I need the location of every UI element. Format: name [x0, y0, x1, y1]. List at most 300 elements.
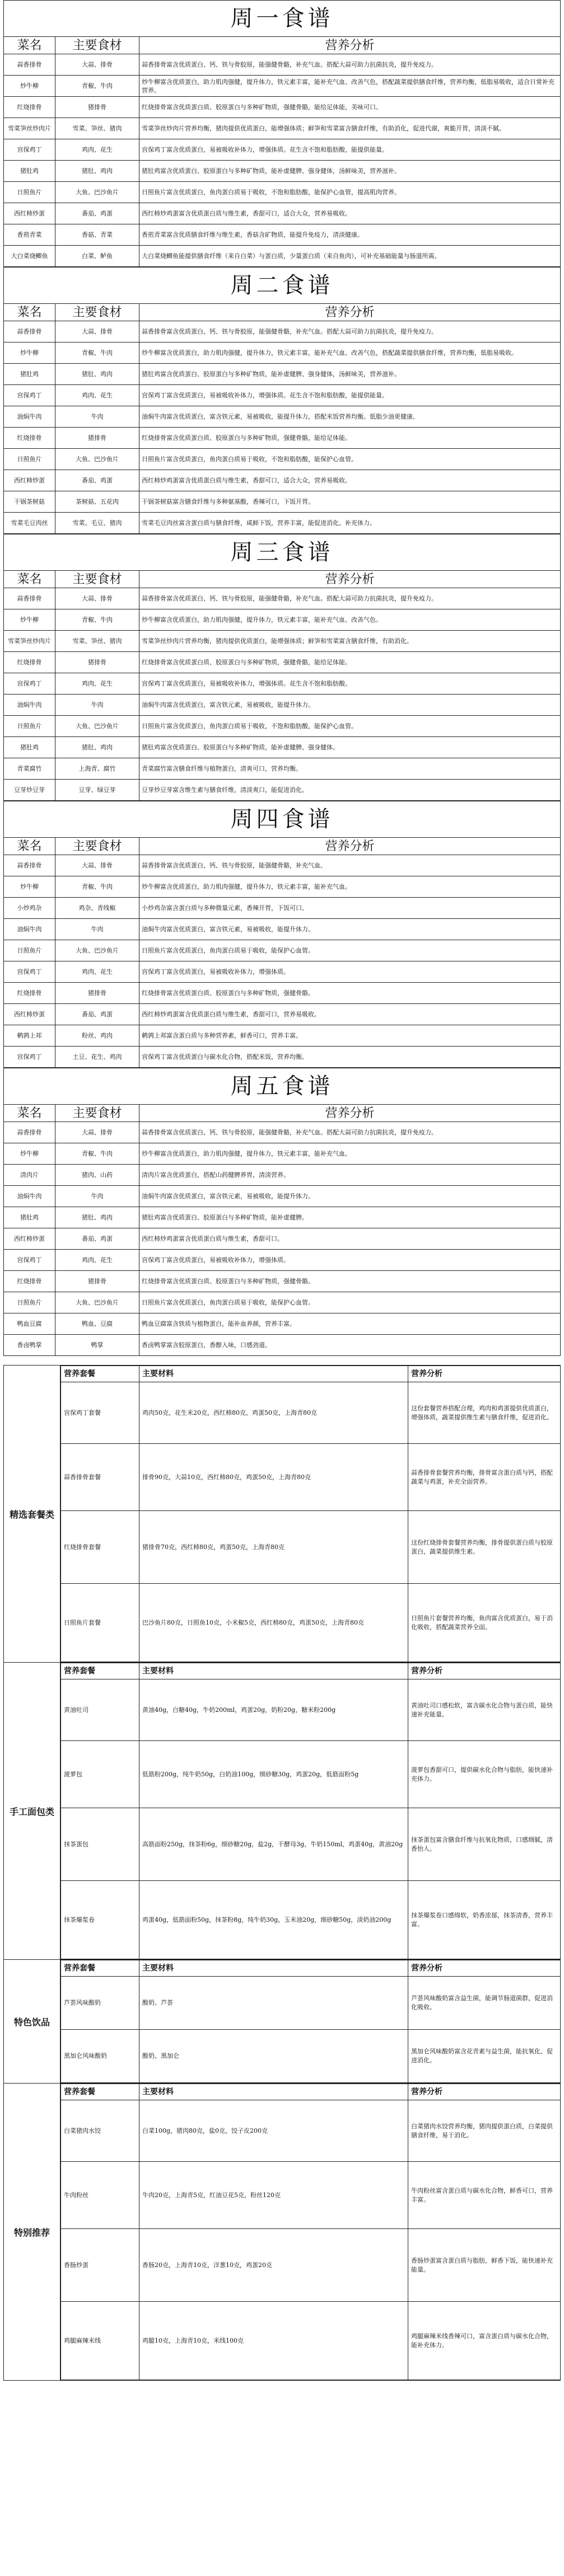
table-row — [4, 695, 561, 716]
dish-name: 小炒鸡杂 — [4, 898, 55, 919]
dish-ingredients: 雪菜、笋丝、猪肉 — [55, 631, 139, 652]
column-header: 营养分析 — [408, 2084, 561, 2100]
dish-ingredients: 鸡杂、青线椒 — [55, 898, 139, 919]
section-table — [60, 1366, 560, 1662]
dish-nutrition: 炒牛柳富含优质蛋白，助力肌肉强健，提升体力，铁元素丰富，能补充气血。 — [139, 876, 561, 898]
dish-name: 雪菜笋丝炒肉片 — [4, 118, 55, 139]
dish-nutrition: 青菜腐竹富含膳食纤维与植物蛋白，清爽可口，营养均衡。 — [139, 758, 561, 780]
item-materials: 酸奶、黑加仑 — [139, 2030, 408, 2083]
table-row — [4, 513, 561, 534]
dish-name: 青菜腐竹 — [4, 758, 55, 780]
table-row — [4, 428, 561, 449]
column-header: 菜名 — [4, 1105, 55, 1122]
dish-ingredients: 青椒、牛肉 — [55, 342, 139, 364]
week-title: 周三食谱 — [3, 534, 561, 570]
dish-name: 雪菜笋丝炒肉片 — [4, 631, 55, 652]
dish-name: 宫保鸡丁 — [4, 139, 55, 161]
table-row — [61, 1808, 561, 1881]
table-row — [4, 673, 561, 695]
table-row — [4, 1025, 561, 1047]
dish-nutrition: 宫保鸡丁富含优质蛋白与碳水化合物，搭配米饭，营养均衡。 — [139, 1047, 561, 1068]
dish-nutrition: 日照鱼片富含优质蛋白，鱼肉蛋白质易于吸收，能保护心血管。 — [139, 1292, 561, 1313]
dish-name: 蒜香排骨 — [4, 588, 55, 609]
dish-name: 红烧排骨 — [4, 983, 55, 1004]
dish-ingredients: 豆芽、绿豆芽 — [55, 780, 139, 801]
week-menu-table — [3, 837, 561, 1068]
dish-name: 红烧排骨 — [4, 428, 55, 449]
dish-ingredients: 大蒜、排骨 — [55, 855, 139, 876]
item-name: 香肠炒蛋 — [61, 2229, 139, 2302]
column-header: 主要食材 — [55, 838, 139, 855]
section-category: 精选套餐类 — [4, 1366, 60, 1662]
dish-name: 红烧排骨 — [4, 97, 55, 118]
column-header: 营养套餐 — [61, 1960, 139, 1977]
table-row — [4, 1047, 561, 1068]
item-materials: 鸡腿10克，上海青10克，米线100克 — [139, 2302, 408, 2380]
dish-ingredients: 鸭掌 — [55, 1335, 139, 1356]
item-nutrition: 这份套餐营养搭配合理，鸡肉和鸡蛋提供优质蛋白，增强体质，蔬菜提供维生素与膳食纤维，促进消化。 — [408, 1382, 561, 1444]
dish-ingredients: 上海青、腐竹 — [55, 758, 139, 780]
dish-nutrition: 宫保鸡丁富含优质蛋白，易被吸收补体力，增强体质。花生含不饱和脂肪酸，能提供能量。 — [139, 139, 561, 161]
item-name: 芦荟风味酸奶 — [61, 1977, 139, 2030]
dish-ingredients: 牛肉 — [55, 695, 139, 716]
dish-ingredients: 牛肉 — [55, 1186, 139, 1207]
table-row — [4, 1271, 561, 1292]
dish-nutrition: 红烧排骨富含优质蛋白质、胶原蛋白与多种矿物质，强健骨骼，能给足体能，美味可口。 — [139, 97, 561, 118]
column-header: 主要材料 — [139, 1663, 408, 1679]
item-name: 蒜香排骨套餐 — [61, 1444, 139, 1511]
dish-name: 红烧排骨 — [4, 1271, 55, 1292]
table-row — [4, 118, 561, 139]
item-materials: 黄油40g，白糖40g，牛奶200ml，鸡蛋20g，奶粉20g，糖米粉200g — [139, 1679, 408, 1741]
table-row — [4, 609, 561, 631]
table-row — [4, 406, 561, 428]
dish-name: 干锅茶树菇 — [4, 491, 55, 513]
table-row — [61, 1881, 561, 1959]
table-row — [4, 76, 561, 97]
dish-name: 猪肚鸡 — [4, 737, 55, 758]
dish-ingredients: 青椒、牛肉 — [55, 609, 139, 631]
column-header: 主要材料 — [139, 1366, 408, 1382]
item-nutrition: 黄油吐司口感松软，富含碳水化合物与蛋白质，能快速补充能量。 — [408, 1679, 561, 1741]
dish-name: 鸭血豆腐 — [4, 1313, 55, 1335]
dish-nutrition: 日照鱼片富含优质蛋白，鱼肉蛋白质易于吸收，能保护心血管。 — [139, 940, 561, 961]
dish-name: 鹌鹑上邦 — [4, 1025, 55, 1047]
week-menu-table — [3, 570, 561, 801]
week-menu-table — [3, 1104, 561, 1356]
table-row — [4, 449, 561, 470]
item-nutrition: 蒜香排骨套餐营养均衡，排骨富含蛋白质与钙，搭配蔬菜与鸡蛋，补充全面营养。 — [408, 1444, 561, 1511]
week-menu-table — [3, 303, 561, 534]
dish-name: 西红柿炒蛋 — [4, 470, 55, 491]
dish-name: 炒牛柳 — [4, 76, 55, 97]
dish-nutrition: 炒牛柳富含优质蛋白，助力肌肉强健，提升体力，铁元素丰富，能补充气血、改善气色，搭配蔬菜提供膳食纤维，营养均衡，低脂易吸收，适合日常补充营养。 — [139, 76, 561, 97]
dish-nutrition: 油焖牛肉富含优质蛋白，富含铁元素，易被吸收，能提升体力。 — [139, 919, 561, 940]
table-row — [4, 876, 561, 898]
dish-ingredients: 大鱼、巴沙鱼片 — [55, 449, 139, 470]
item-nutrition: 牛肉粉丝富含蛋白质与碳水化合物，鲜香可口，营养丰富。 — [408, 2162, 561, 2229]
table-row — [4, 224, 561, 246]
dish-name: 西红柿炒蛋 — [4, 203, 55, 224]
table-row — [61, 1511, 561, 1584]
dish-ingredients: 大蒜、排骨 — [55, 321, 139, 342]
dish-ingredients: 大鱼、巴沙鱼片 — [55, 1292, 139, 1313]
dish-nutrition: 红烧排骨富含优质蛋白质、胶原蛋白与多种矿物质，强健骨骼。 — [139, 1271, 561, 1292]
dish-nutrition: 日照鱼片富含优质蛋白，鱼肉蛋白质易于吸收，不饱和脂肪酸，能保护心血管。 — [139, 449, 561, 470]
week-title: 周四食谱 — [3, 801, 561, 837]
table-row — [4, 246, 561, 267]
dish-ingredients: 猪排骨 — [55, 1271, 139, 1292]
dish-nutrition: 宫保鸡丁富含优质蛋白，易被吸收补体力，增强体质。 — [139, 1250, 561, 1271]
dish-nutrition: 日照鱼片富含优质蛋白，鱼肉蛋白质易于吸收，不饱和脂肪酸，能保护心血管，提高肌肉营养。 — [139, 182, 561, 203]
dish-ingredients: 猪肚、鸡肉 — [55, 737, 139, 758]
dish-ingredients: 猪排骨 — [55, 983, 139, 1004]
dish-name: 西红柿炒蛋 — [4, 1004, 55, 1025]
table-row — [4, 1250, 561, 1271]
dish-nutrition: 红烧排骨富含优质蛋白质、胶原蛋白与多种矿物质，强健骨骼。 — [139, 983, 561, 1004]
section-category: 特色饮品 — [4, 1960, 60, 2083]
dish-nutrition: 宫保鸡丁富含优质蛋白，易被吸收补体力，增强体质。 — [139, 961, 561, 983]
dish-name: 香卤鸭掌 — [4, 1335, 55, 1356]
item-materials: 巴沙鱼片80克，日照鱼10克，小米椒5克，西红柿80克，鸡蛋50克，上海青80克 — [139, 1584, 408, 1662]
dish-name: 宫保鸡丁 — [4, 961, 55, 983]
dish-ingredients: 猪排骨 — [55, 97, 139, 118]
dish-nutrition: 小炒鸡杂富含蛋白质与多种微量元素，香辣开胃，下饭可口。 — [139, 898, 561, 919]
item-materials: 猪排骨70克，西红柿80克，鸡蛋50克，上海青80克 — [139, 1511, 408, 1584]
item-nutrition: 鸡腿麻辣米线香辣可口，富含蛋白质与碳水化合物，能补充体力。 — [408, 2302, 561, 2380]
table-row — [4, 855, 561, 876]
dish-name: 油焖牛肉 — [4, 1186, 55, 1207]
table-row — [61, 1382, 561, 1444]
dish-ingredients: 猪肚、鸡肉 — [55, 364, 139, 385]
section-table — [60, 1663, 560, 1959]
dish-ingredients: 猪肚、鸡肉 — [55, 1207, 139, 1228]
table-row — [4, 182, 561, 203]
dish-nutrition: 蒜香排骨富含优质蛋白、钙、铁与骨胶原，能强健骨骼，补充气血。搭配大蒜可助力抗菌抗炎，提升免疫力。 — [139, 588, 561, 609]
dish-nutrition: 雪菜笋丝炒肉片营养均衡，猪肉提供优质蛋白，能增强体质；鲜笋和雪菜富含膳食纤维，有助消化。 — [139, 631, 561, 652]
table-row — [4, 203, 561, 224]
dish-ingredients: 香菇、青菜 — [55, 224, 139, 246]
table-row — [61, 2162, 561, 2229]
table-row — [4, 1004, 561, 1025]
dish-nutrition: 西红柿炒鸡蛋富含优质蛋白质与维生素，香甜可口，营养易吸收。 — [139, 1004, 561, 1025]
table-row — [4, 54, 561, 76]
table-row — [4, 652, 561, 673]
dish-nutrition: 鸭血豆腐富含铁质与植物蛋白，能补血养颜，营养丰富。 — [139, 1313, 561, 1335]
column-header: 营养套餐 — [61, 1366, 139, 1382]
dish-ingredients: 粉丝、鸡肉 — [55, 1025, 139, 1047]
item-name: 菠萝包 — [61, 1741, 139, 1808]
dish-name: 炒牛柳 — [4, 609, 55, 631]
dish-nutrition: 豆芽炒豆芽富含维生素与膳食纤维，清淡爽口，能促进消化。 — [139, 780, 561, 801]
column-header: 菜名 — [4, 571, 55, 588]
item-materials: 鸡蛋40g，低筋面粉50g，抹茶粉8g，纯牛奶30g，玉米油20g，细砂糖50g，淡奶油200g — [139, 1881, 408, 1959]
dish-name: 油焖牛肉 — [4, 406, 55, 428]
column-header: 菜名 — [4, 37, 55, 54]
dish-ingredients: 大蒜、排骨 — [55, 54, 139, 76]
dish-nutrition: 宫保鸡丁富含优质蛋白，易被吸收补体力，增强体质。花生含不饱和脂肪酸。 — [139, 673, 561, 695]
section-spacer — [3, 1356, 561, 1366]
table-row — [4, 1165, 561, 1186]
item-nutrition: 菠萝包香甜可口，提供碳水化合物与脂肪，能快速补充体力。 — [408, 1741, 561, 1808]
special-section — [3, 1960, 561, 2084]
dish-nutrition: 西红柿炒鸡蛋富含优质蛋白质与维生素，香甜可口，适合大众，营养易吸收。 — [139, 203, 561, 224]
dish-ingredients: 土豆、花生、鸡肉 — [55, 1047, 139, 1068]
table-row — [61, 1444, 561, 1511]
dish-name: 宫保鸡丁 — [4, 1047, 55, 1068]
special-section — [3, 1663, 561, 1960]
table-row — [4, 716, 561, 737]
table-row — [4, 1313, 561, 1335]
dish-name: 日照鱼片 — [4, 1292, 55, 1313]
table-row — [4, 1292, 561, 1313]
dish-ingredients: 鸡肉、花生 — [55, 139, 139, 161]
column-header: 菜名 — [4, 838, 55, 855]
dish-nutrition: 香煎青菜富含优质膳食纤维与维生素，香菇含矿物质，能提升免疫力，清淡健康。 — [139, 224, 561, 246]
item-nutrition: 抹茶蛋包富含膳食纤维与抗氧化物质，口感细腻，清香怡人。 — [408, 1808, 561, 1881]
column-header: 营养分析 — [408, 1960, 561, 1977]
dish-nutrition: 雪菜毛豆肉丝富含蛋白质与膳食纤维，咸鲜下饭，营养丰富，能促进消化、补充体力。 — [139, 513, 561, 534]
item-name: 抹茶蛋包 — [61, 1808, 139, 1881]
item-nutrition: 香肠炒蛋富含蛋白质与脂肪，鲜香下饭，能快速补充能量。 — [408, 2229, 561, 2302]
column-header: 营养分析 — [139, 37, 561, 54]
dish-ingredients: 雪菜、毛豆、猪肉 — [55, 513, 139, 534]
item-name: 牛肉粉丝 — [61, 2162, 139, 2229]
dish-ingredients: 牛肉 — [55, 919, 139, 940]
table-row — [4, 161, 561, 182]
dish-nutrition: 红烧排骨富含优质蛋白质、胶原蛋白与多种矿物质，强健骨骼，能给足体能。 — [139, 652, 561, 673]
dish-ingredients: 番茄、鸡蛋 — [55, 1228, 139, 1250]
menu-document — [3, 0, 561, 2381]
column-header: 营养分析 — [139, 1105, 561, 1122]
dish-name: 红烧排骨 — [4, 652, 55, 673]
dish-name: 宫保鸡丁 — [4, 1250, 55, 1271]
dish-nutrition: 宫保鸡丁富含优质蛋白，易被吸收补体力，增强体质。花生含不饱和脂肪酸，能提供能量。 — [139, 385, 561, 406]
dish-ingredients: 牛肉 — [55, 406, 139, 428]
column-header: 主要食材 — [55, 571, 139, 588]
dish-ingredients: 番茄、鸡蛋 — [55, 470, 139, 491]
dish-nutrition: 鹌鹑上邦富含蛋白质与多种营养素，鲜香可口，营养丰富。 — [139, 1025, 561, 1047]
dish-name: 豆芽炒豆芽 — [4, 780, 55, 801]
item-nutrition: 白菜猪肉水饺营养均衡，猪肉提供蛋白质，白菜提供膳食纤维，易于消化。 — [408, 2100, 561, 2162]
dish-nutrition: 炒牛柳富含优质蛋白，助力肌肉强健，提升体力，铁元素丰富，能补充气血。 — [139, 1143, 561, 1165]
week-title: 周一食谱 — [3, 0, 561, 36]
column-header: 营养分析 — [408, 1663, 561, 1679]
table-row — [4, 919, 561, 940]
dish-name: 日照鱼片 — [4, 940, 55, 961]
dish-ingredients: 番茄、鸡蛋 — [55, 1004, 139, 1025]
dish-ingredients: 白菜、鲈鱼 — [55, 246, 139, 267]
special-section — [3, 1366, 561, 1663]
dish-name: 猪肚鸡 — [4, 364, 55, 385]
table-row — [61, 1679, 561, 1741]
column-header: 主要材料 — [139, 2084, 408, 2100]
dish-nutrition: 炒牛柳富含优质蛋白，助力肌肉强健，提升体力，铁元素丰富，能补充气血、改善气色。 — [139, 609, 561, 631]
dish-name: 宫保鸡丁 — [4, 385, 55, 406]
item-nutrition: 抹茶爆浆卷口感绵软，奶香浓郁，抹茶清香，营养丰富。 — [408, 1881, 561, 1959]
dish-name: 油焖牛肉 — [4, 919, 55, 940]
dish-ingredients: 青椒、牛肉 — [55, 1143, 139, 1165]
section-category: 特别推荐 — [4, 2084, 60, 2380]
table-row — [61, 1977, 561, 2030]
table-row — [61, 1584, 561, 1662]
table-row — [4, 737, 561, 758]
item-materials: 牛肉20克，上海青5克，红油豆花5克，粉丝120克 — [139, 2162, 408, 2229]
table-row — [4, 1335, 561, 1356]
item-name: 宫保鸡丁套餐 — [61, 1382, 139, 1444]
dish-ingredients: 猪排骨 — [55, 652, 139, 673]
dish-name: 西红柿炒蛋 — [4, 1228, 55, 1250]
section-category: 手工面包类 — [4, 1663, 60, 1959]
item-materials: 香肠20克，上海青10克，洋葱10克，鸡蛋20克 — [139, 2229, 408, 2302]
week-title: 周二食谱 — [3, 267, 561, 303]
dish-name: 日照鱼片 — [4, 182, 55, 203]
item-name: 红烧排骨套餐 — [61, 1511, 139, 1584]
item-name: 鸡腿麻辣米线 — [61, 2302, 139, 2380]
dish-nutrition: 炒牛柳富含优质蛋白，助力肌肉强健，提升体力，铁元素丰富，能补充气血、改善气色，搭配蔬菜提供膳食纤维，营养均衡，低脂易吸收。 — [139, 342, 561, 364]
column-header: 营养分析 — [139, 304, 561, 321]
dish-nutrition: 清肉片富含优质蛋白，搭配山药健脾养胃，清淡营养。 — [139, 1165, 561, 1186]
section-table — [60, 1960, 560, 2083]
table-row — [4, 940, 561, 961]
table-row — [4, 470, 561, 491]
dish-name: 日照鱼片 — [4, 449, 55, 470]
item-name: 白菜猪肉水饺 — [61, 2100, 139, 2162]
dish-nutrition: 蒜香排骨富含优质蛋白、钙、铁与骨胶原，能强健骨骼，补充气血。 — [139, 855, 561, 876]
dish-name: 猪肚鸡 — [4, 161, 55, 182]
table-row — [4, 898, 561, 919]
item-materials: 酸奶、芦荟 — [139, 1977, 408, 2030]
dish-ingredients: 猪肚、鸡肉 — [55, 161, 139, 182]
table-row — [61, 1741, 561, 1808]
dish-ingredients: 大蒜、排骨 — [55, 588, 139, 609]
dish-nutrition: 蒜香排骨富含优质蛋白、钙、铁与骨胶原，能强健骨骼，补充气血。搭配大蒜可助力抗菌抗炎，提升免疫力。 — [139, 54, 561, 76]
table-row — [4, 1143, 561, 1165]
dish-nutrition: 油焖牛肉富含优质蛋白，富含铁元素，易被吸收，能提升体力。 — [139, 1186, 561, 1207]
table-row — [4, 1228, 561, 1250]
week-menu-table — [3, 36, 561, 267]
table-row — [4, 342, 561, 364]
column-header: 主要食材 — [55, 1105, 139, 1122]
item-name: 黄油吐司 — [61, 1679, 139, 1741]
column-header: 营养分析 — [139, 571, 561, 588]
dish-ingredients: 鸡肉、花生 — [55, 961, 139, 983]
table-row — [4, 491, 561, 513]
dish-ingredients: 大鱼、巴沙鱼片 — [55, 940, 139, 961]
dish-name: 清肉片 — [4, 1165, 55, 1186]
item-nutrition: 黑加仑风味酸奶富含花青素与益生菌，能抗氧化、促进消化。 — [408, 2030, 561, 2083]
dish-ingredients: 青椒、牛肉 — [55, 876, 139, 898]
dish-name: 香煎青菜 — [4, 224, 55, 246]
item-materials: 高筋面粉250g，抹茶粉6g，细砂糖20g，盐2g，干酵母3g，牛奶150ml，鸡蛋40g，黄油20g — [139, 1808, 408, 1881]
dish-ingredients: 雪菜、笋丝、猪肉 — [55, 118, 139, 139]
table-row — [61, 2030, 561, 2083]
item-nutrition: 日照鱼片套餐营养均衡，鱼肉富含优质蛋白，易于消化吸收，搭配蔬菜营养全面。 — [408, 1584, 561, 1662]
table-row — [4, 139, 561, 161]
dish-ingredients: 鸡肉、花生 — [55, 1250, 139, 1271]
dish-ingredients: 番茄、鸡蛋 — [55, 203, 139, 224]
table-row — [4, 983, 561, 1004]
dish-nutrition: 西红柿炒鸡蛋富含优质蛋白质与维生素，香甜可口，适合大众，营养易吸收。 — [139, 470, 561, 491]
item-name: 抹茶爆浆卷 — [61, 1881, 139, 1959]
table-row — [4, 588, 561, 609]
dish-name: 日照鱼片 — [4, 716, 55, 737]
week-title: 周五食谱 — [3, 1068, 561, 1104]
column-header: 菜名 — [4, 304, 55, 321]
dish-nutrition: 猪肚鸡富含优质蛋白、胶原蛋白与多种矿物质，能补虚健脾、强身健体，汤鲜味美，营养滋补。 — [139, 364, 561, 385]
table-row — [4, 364, 561, 385]
dish-nutrition: 蒜香排骨富含优质蛋白、钙、铁与骨胶原，能强健骨骼，补充气血。搭配大蒜可助力抗菌抗炎，提升免疫力。 — [139, 321, 561, 342]
dish-ingredients: 猪排骨 — [55, 428, 139, 449]
dish-ingredients: 鸡肉、花生 — [55, 673, 139, 695]
item-materials: 鸡肉50克，花生米20克，西红柿80克，鸡蛋50克，上海青80克 — [139, 1382, 408, 1444]
table-row — [4, 1122, 561, 1143]
item-nutrition: 芦荟风味酸奶富含益生菌，能调节肠道菌群，促进消化吸收。 — [408, 1977, 561, 2030]
dish-nutrition: 猪肚鸡富含优质蛋白、胶原蛋白与多种矿物质，能补虚健脾。 — [139, 1207, 561, 1228]
column-header: 主要食材 — [55, 304, 139, 321]
dish-ingredients: 青椒、牛肉 — [55, 76, 139, 97]
dish-name: 蒜香排骨 — [4, 855, 55, 876]
dish-ingredients: 大蒜、排骨 — [55, 1122, 139, 1143]
column-header: 营养分析 — [139, 838, 561, 855]
dish-nutrition: 红烧排骨富含优质蛋白质、胶原蛋白与多种矿物质，强健骨骼，能给足体能。 — [139, 428, 561, 449]
dish-name: 猪肚鸡 — [4, 1207, 55, 1228]
dish-name: 炒牛柳 — [4, 342, 55, 364]
dish-ingredients: 大鱼、巴沙鱼片 — [55, 182, 139, 203]
table-row — [4, 1207, 561, 1228]
table-row — [4, 1186, 561, 1207]
dish-name: 油焖牛肉 — [4, 695, 55, 716]
dish-name: 蒜香排骨 — [4, 54, 55, 76]
table-row — [4, 961, 561, 983]
section-table — [60, 2084, 560, 2380]
column-header: 营养分析 — [408, 1366, 561, 1382]
dish-nutrition: 猪肚鸡富含优质蛋白、胶原蛋白与多种矿物质，能补虚健脾、强身健体，汤鲜味美，营养滋补。 — [139, 161, 561, 182]
table-row — [61, 2229, 561, 2302]
table-row — [4, 321, 561, 342]
dish-ingredients: 猪肉、山药 — [55, 1165, 139, 1186]
item-materials: 低筋粉200g，纯牛奶50g，白奶油100g，细砂糖30g，鸡蛋20g，低筋面粉5g — [139, 1741, 408, 1808]
dish-name: 雪菜毛豆肉丝 — [4, 513, 55, 534]
item-materials: 排骨90克，大蒜10克，西红柿80克，鸡蛋50克，上海青80克 — [139, 1444, 408, 1511]
dish-nutrition: 猪肚鸡富含优质蛋白、胶原蛋白与多种矿物质，能补虚健脾、强身健体。 — [139, 737, 561, 758]
dish-nutrition: 雪菜笋丝炒肉片营养均衡，猪肉提供优质蛋白，能增强体质；鲜笋和雪菜富含膳食纤维，有助消化，促进代谢，爽脆开胃，清淡不腻。 — [139, 118, 561, 139]
dish-nutrition: 日照鱼片富含优质蛋白，鱼肉蛋白质易于吸收，不饱和脂肪酸，能保护心血管。 — [139, 716, 561, 737]
special-section — [3, 2084, 561, 2381]
dish-ingredients: 茶树菇、五花肉 — [55, 491, 139, 513]
dish-nutrition: 大白菜烧鲫鱼能提供膳食纤维（来自白菜）与蛋白质，少量蛋白质（来自鱼肉），可补充基础能量与肠道所需。 — [139, 246, 561, 267]
table-row — [4, 631, 561, 652]
column-header: 主要食材 — [55, 37, 139, 54]
dish-nutrition: 蒜香排骨富含优质蛋白、钙、铁与骨胶原，能强健骨骼，补充气血。搭配大蒜可助力抗菌抗炎，提升免疫力。 — [139, 1122, 561, 1143]
column-header: 营养套餐 — [61, 2084, 139, 2100]
dish-nutrition: 香卤鸭掌富含胶原蛋白，香醇入味，口感劲道。 — [139, 1335, 561, 1356]
dish-nutrition: 干锅茶树菇富含膳食纤维与多种氨基酸，香辣可口，下饭开胃。 — [139, 491, 561, 513]
dish-name: 宫保鸡丁 — [4, 673, 55, 695]
dish-name: 蒜香排骨 — [4, 321, 55, 342]
dish-ingredients: 鸡肉、花生 — [55, 385, 139, 406]
item-nutrition: 这份红烧排骨套餐营养均衡，排骨提供蛋白质与胶原蛋白，蔬菜提供维生素。 — [408, 1511, 561, 1584]
table-row — [61, 2100, 561, 2162]
dish-ingredients: 鸭血、豆腐 — [55, 1313, 139, 1335]
dish-name: 大白菜烧鲫鱼 — [4, 246, 55, 267]
table-row — [61, 2302, 561, 2380]
dish-nutrition: 油焖牛肉富含优质蛋白，富含铁元素，易被吸收，能提升体力。 — [139, 695, 561, 716]
dish-name: 蒜香排骨 — [4, 1122, 55, 1143]
dish-nutrition: 西红柿炒鸡蛋富含优质蛋白质与维生素，香甜可口。 — [139, 1228, 561, 1250]
dish-nutrition: 油焖牛肉富含优质蛋白，富含铁元素，易被吸收，能提升体力，搭配米饭营养均衡。低脂少油更健康。 — [139, 406, 561, 428]
item-name: 日照鱼片套餐 — [61, 1584, 139, 1662]
